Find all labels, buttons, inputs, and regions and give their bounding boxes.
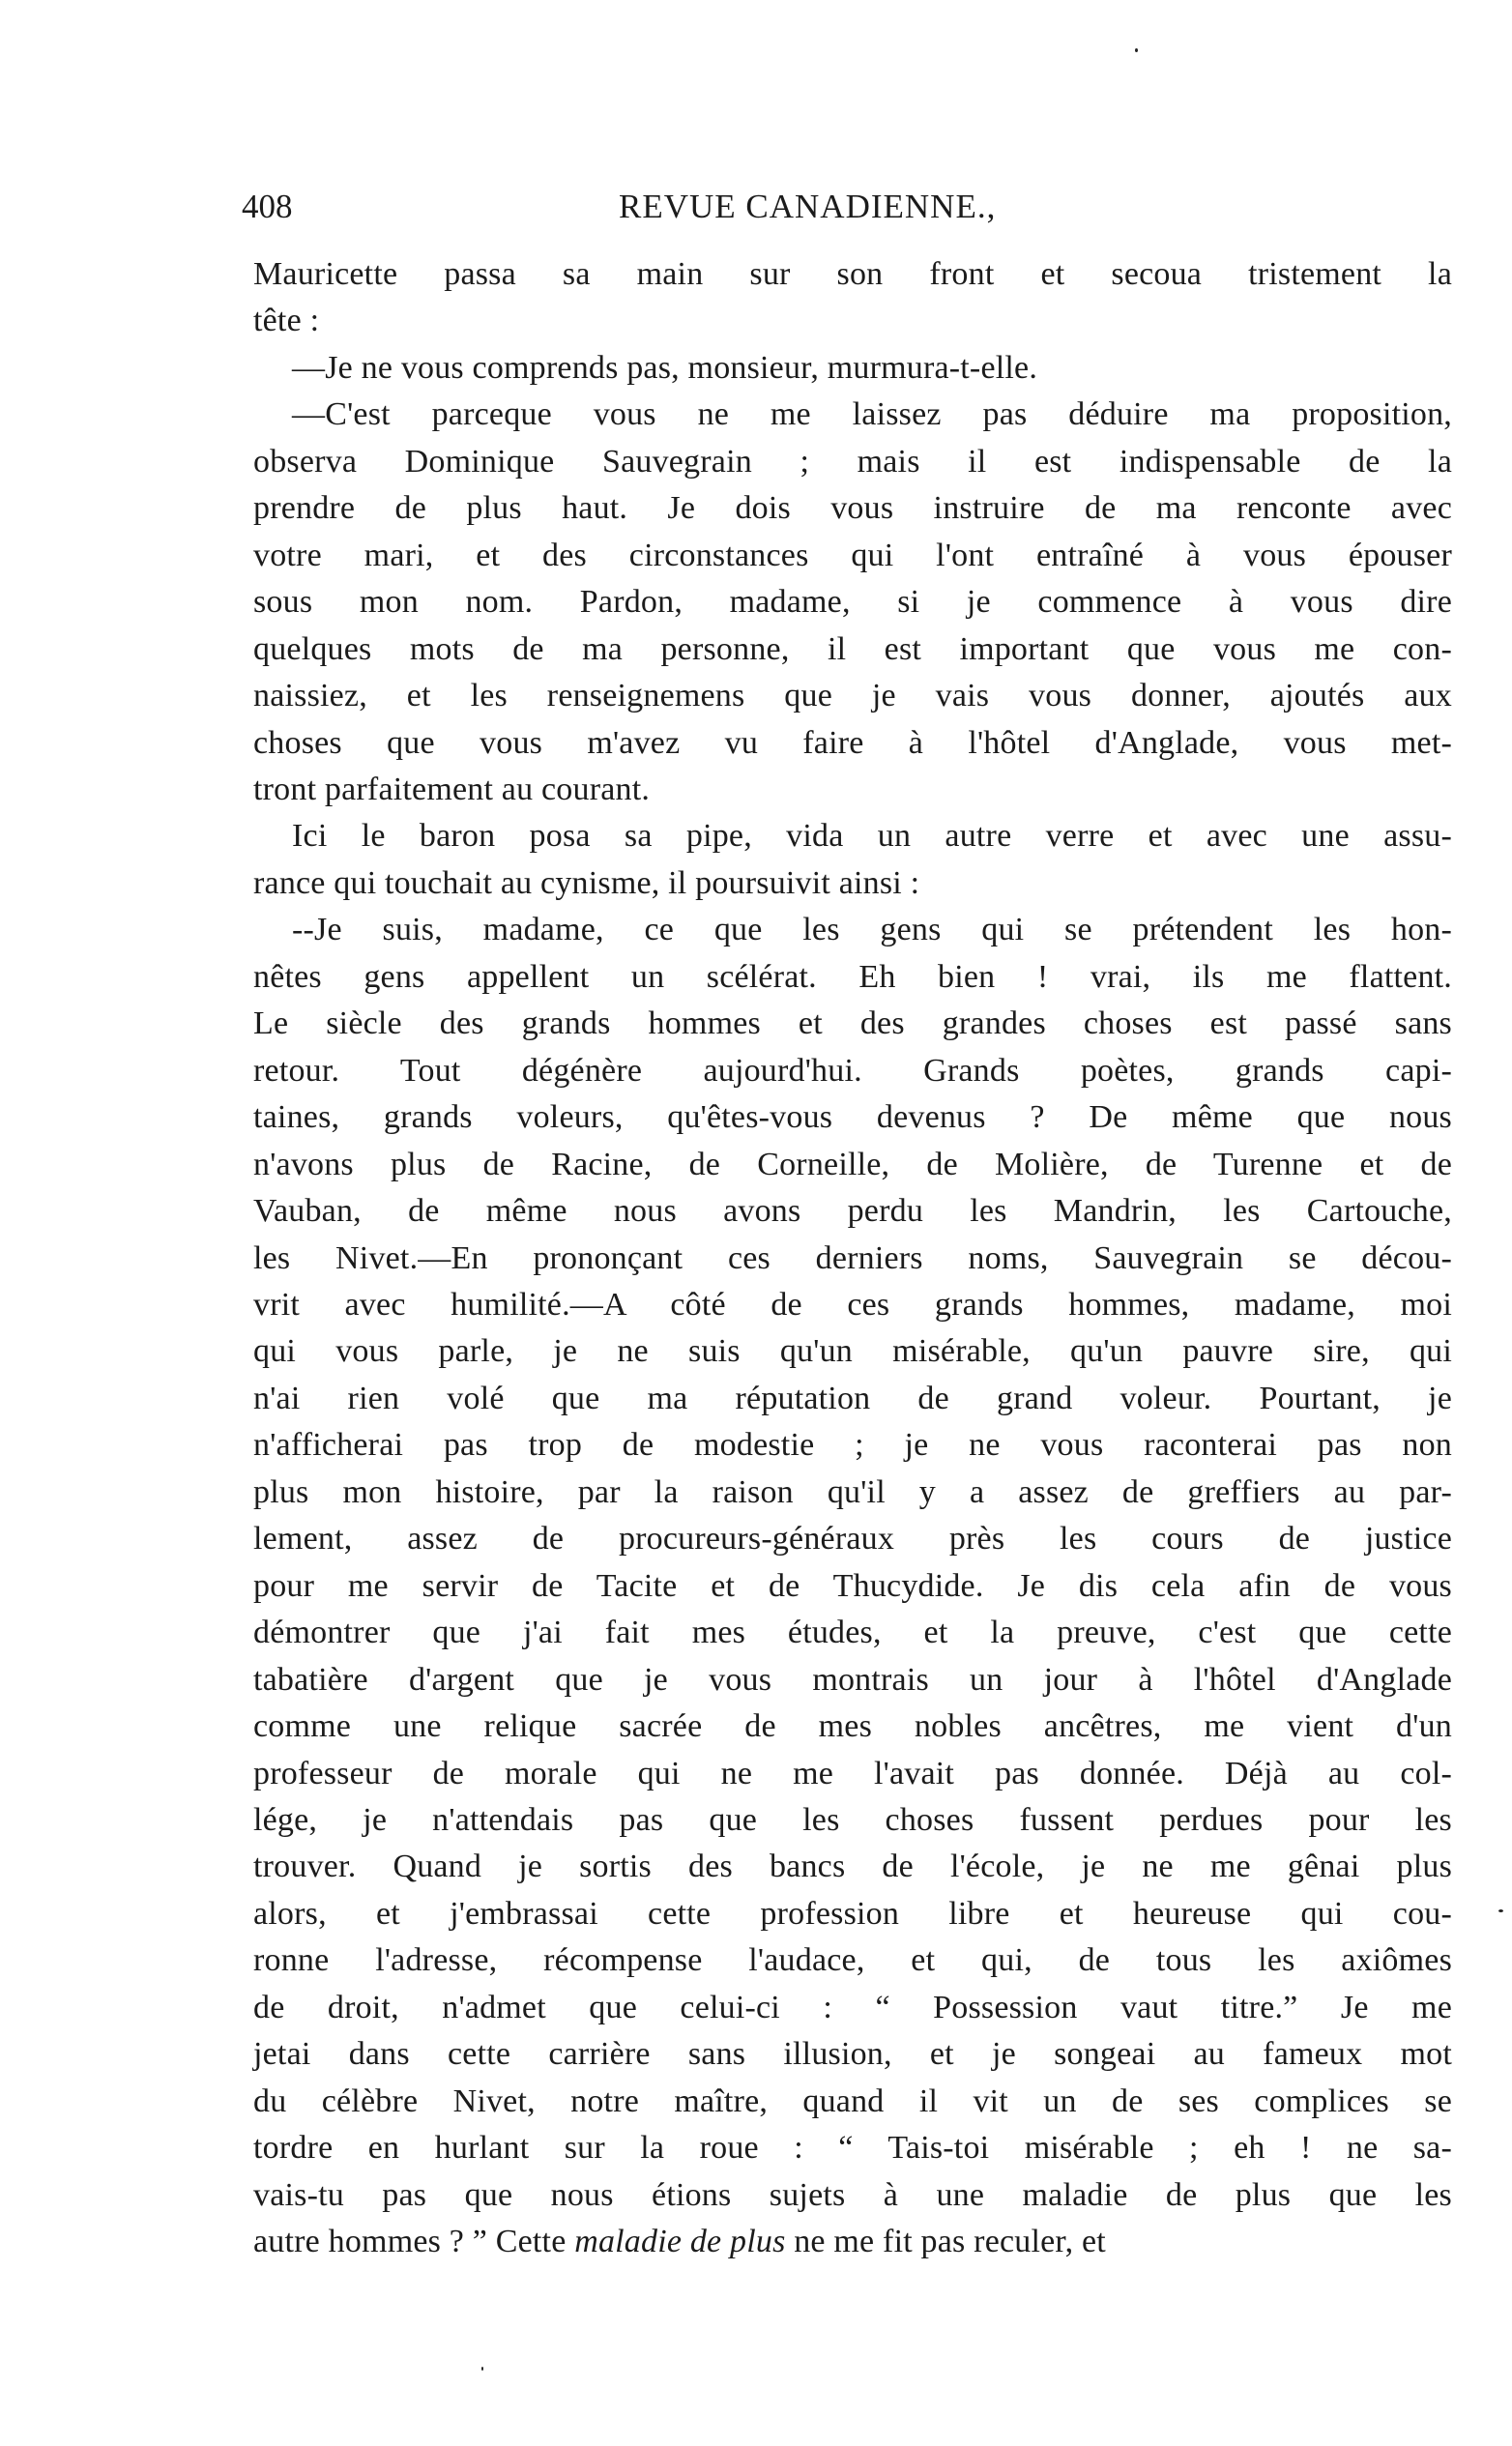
text-line: rance qui touchait au cynisme, il poursuivit ainsi : (253, 864, 920, 901)
text-line: qui vous parle, je ne suis qu'un misérable, qu'un pauvre sire, qui (253, 1333, 1452, 1370)
speck-mark (481, 2367, 483, 2371)
text-line: naissiez, et les renseignemens que je vais vous donner, ajoutés aux (253, 678, 1452, 714)
text-line: de droit, n'admet que celui-ci : “ Possession vaut titre.” Je me (253, 1989, 1452, 2025)
text-line: professeur de morale qui ne me l'avait pas donnée. Déjà au col- (253, 1755, 1452, 1791)
text-line: ronne l'adresse, récompense l'audace, et qui, de tous les axiômes (253, 1942, 1452, 1979)
text-line: nêtes gens appellent un scélérat. Eh bien ! vrai, ils me flattent. (253, 958, 1452, 995)
text-line: les Nivet.—En prononçant ces derniers noms, Sauvegrain se décou- (253, 1239, 1452, 1276)
text-line: tabatière d'argent que je vous montrais un jour à l'hôtel d'Anglade (253, 1661, 1452, 1698)
text-line: Le siècle des grands hommes et des grandes choses est passé sans (253, 1005, 1452, 1042)
text-line: jetai dans cette carrière sans illusion, et je songeai au fameux mot (253, 2036, 1452, 2073)
text-line: sous mon nom. Pardon, madame, si je commence à vous dire (253, 584, 1452, 621)
text-line: Ici le baron posa sa pipe, vida un autre verre et avec une assu- (292, 818, 1452, 855)
running-head: REVUE CANADIENNE., (619, 188, 997, 225)
text-line: tront parfaitement au courant. (253, 771, 651, 807)
text-line: lége, je n'attendais pas que les choses fussent perdues pour les (253, 1801, 1452, 1838)
text-line: Mauricette passa sa main sur son front et secoua tristement la (253, 256, 1452, 292)
text-line: lement, assez de procureurs-généraux près les cours de justice (253, 1521, 1452, 1558)
text-line-last (253, 2219, 1452, 2265)
text-line: --Je suis, madame, ce que les gens qui se prétendent les hon- (292, 912, 1452, 948)
text-line: observa Dominique Sauvegrain ; mais il est indispensable de la (253, 443, 1452, 480)
text-line: tête : (253, 303, 320, 339)
text-line: n'avons plus de Racine, de Corneille, de Molière, de Turenne et de (253, 1146, 1452, 1182)
text-line: —Je ne vous comprends pas, monsieur, murmura-t-elle. (292, 349, 1038, 386)
text-line: alors, et j'embrassai cette profession libre et heureuse qui cou- (253, 1895, 1452, 1932)
text-line: —C'est parceque vous ne me laissez pas déduire ma proposition, (292, 396, 1452, 433)
text-fragment: ne me fit pas reculer, et (794, 2224, 1106, 2260)
text-line: plus mon histoire, par la raison qu'il y a assez de greffiers au par- (253, 1473, 1452, 1510)
text-line: prendre de plus haut. Je dois vous instruire de ma renconte avec (253, 490, 1452, 527)
text-line: vrit avec humilité.—A côté de ces grands hommes, madame, moi (253, 1286, 1452, 1323)
text-line: trouver. Quand je sortis des bancs de l'école, je ne me gênai plus (253, 1849, 1452, 1885)
text-line: n'afficherai pas trop de modestie ; je ne vous raconterai pas non (253, 1427, 1452, 1464)
text-line: comme une relique sacrée de mes nobles ancêtres, me vient d'un (253, 1708, 1452, 1745)
text-line: démontrer que j'ai fait mes études, et la preuve, c'est que cette (253, 1615, 1452, 1651)
speck-mark (1135, 48, 1138, 52)
italic-phrase: maladie de plus (574, 2224, 786, 2260)
page-number: 408 (242, 188, 293, 225)
text-line: votre mari, et des circonstances qui l'ont entraîné à vous épouser (253, 537, 1452, 573)
page-header (242, 178, 1479, 236)
text-line: vais-tu pas que nous étions sujets à une maladie de plus que les (253, 2176, 1452, 2213)
body-text (253, 251, 1452, 2265)
speck-mark (1498, 1909, 1503, 1912)
text-line: Vauban, de même nous avons perdu les Mandrin, les Cartouche, (253, 1193, 1452, 1230)
text-line: n'ai rien volé que ma réputation de grand voleur. Pourtant, je (253, 1380, 1452, 1416)
text-line: taines, grands voleurs, qu'êtes-vous devenus ? De même que nous (253, 1099, 1452, 1136)
text-line: retour. Tout dégénère aujourd'hui. Grands poètes, grands capi- (253, 1052, 1452, 1089)
text-fragment: autre hommes ? ” Cette (253, 2224, 567, 2260)
text-line: du célèbre Nivet, notre maître, quand il vit un de ses complices se (253, 2082, 1452, 2119)
text-line: choses que vous m'avez vu faire à l'hôtel d'Anglade, vous met- (253, 724, 1452, 761)
text-line: tordre en hurlant sur la roue : “ Tais-toi misérable ; eh ! ne sa- (253, 2130, 1452, 2167)
text-line: quelques mots de ma personne, il est important que vous me con- (253, 630, 1452, 667)
text-line: pour me servir de Tacite et de Thucydide. Je dis cela afin de vous (253, 1567, 1452, 1604)
